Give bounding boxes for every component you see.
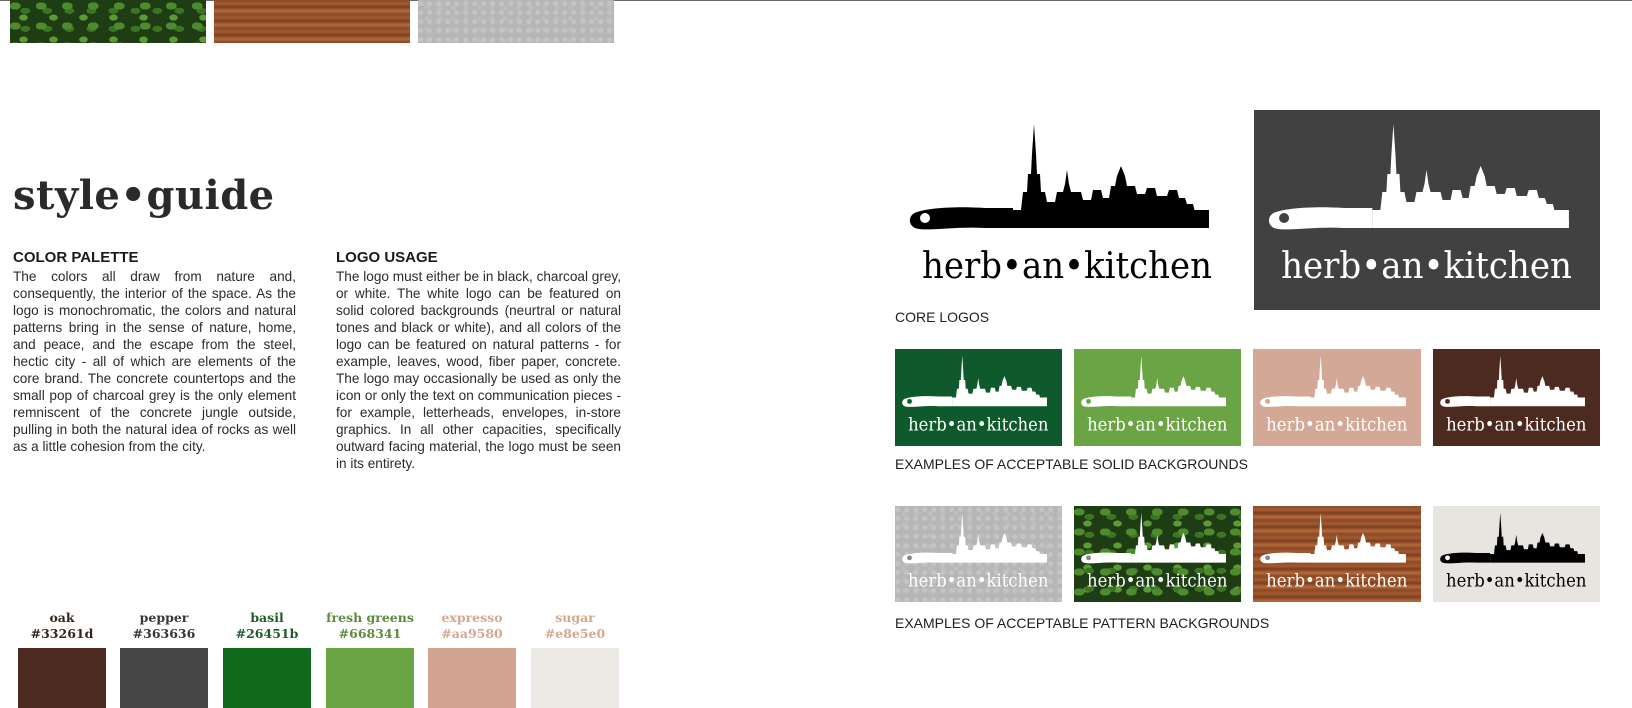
knife-rivet-shape bbox=[1265, 555, 1270, 560]
knife-rivet-shape bbox=[1086, 555, 1091, 560]
knife-rivet-shape bbox=[1265, 399, 1270, 404]
swatch-name: expresso bbox=[441, 610, 503, 625]
leaves-texture-swatch bbox=[10, 0, 206, 43]
knife-rivet-shape bbox=[1086, 399, 1091, 404]
knife-blade-shape bbox=[1131, 554, 1226, 563]
swatch-sugar bbox=[531, 610, 619, 708]
knife-skyline-logo-icon bbox=[895, 349, 1062, 446]
knife-skyline-logo-icon bbox=[1433, 349, 1600, 446]
swatch-name: fresh greens bbox=[326, 610, 414, 625]
knife-skyline-logo-icon bbox=[1253, 349, 1421, 446]
knife-rivet-shape bbox=[907, 399, 912, 404]
skyline-shape bbox=[952, 513, 1047, 561]
knife-skyline-logo-icon bbox=[1074, 506, 1241, 602]
swatch-hex: #363636 bbox=[132, 626, 196, 641]
skyline-shape bbox=[1490, 513, 1585, 561]
knife-blade-shape bbox=[1013, 210, 1209, 228]
skyline-shape bbox=[1131, 356, 1226, 405]
swatch-chip bbox=[18, 648, 106, 708]
swatch-oak bbox=[18, 610, 106, 708]
color-palette-text: The colors all draw from nature and, consequently, the interior of the space. As the logo is monochromatic, the colors and natural patterns bring in the sense of nature, home, and peace, and the escape from the steel, hectic city - all of which are elements of the core brand. The concrete countertops and the small pop of charcoal grey is the only element remniscent of the concrete jungle outside, pulling in both the natural idea of rocks as well as a little cohesion from the city. bbox=[13, 269, 296, 454]
pattern-example-concrete bbox=[895, 506, 1062, 602]
swatch-chip bbox=[531, 648, 619, 708]
logo-wordmark: herb•an•kitchen bbox=[1087, 571, 1228, 592]
core-logo-black bbox=[895, 110, 1240, 310]
pattern-example-leaves bbox=[1074, 506, 1241, 602]
swatch-expresso bbox=[428, 610, 516, 708]
logo-wordmark: herb•an•kitchen bbox=[1446, 415, 1587, 436]
skyline-shape bbox=[1310, 513, 1405, 561]
skyline-shape bbox=[952, 356, 1047, 405]
knife-rivet-shape bbox=[1279, 213, 1289, 223]
logo-wordmark: herb•an•kitchen bbox=[908, 415, 1049, 436]
knife-skyline-logo-icon bbox=[1253, 506, 1421, 602]
swatch-hex: #668341 bbox=[338, 626, 402, 641]
swatch-fresh-greens bbox=[326, 610, 414, 708]
core-logos-caption: CORE LOGOS bbox=[895, 309, 990, 325]
pattern-backgrounds-caption: EXAMPLES OF ACCEPTABLE PATTERN BACKGROUNDS bbox=[895, 615, 1270, 631]
knife-blade-shape bbox=[1490, 398, 1585, 407]
solid-example-basil bbox=[895, 349, 1062, 446]
logo-usage-heading: LOGO USAGE bbox=[336, 249, 438, 266]
logo-wordmark: herb•an•kitchen bbox=[1266, 415, 1408, 436]
color-palette-heading: COLOR PALETTE bbox=[13, 249, 139, 266]
page-title: style•guide bbox=[13, 172, 275, 219]
knife-skyline-logo-icon bbox=[1074, 349, 1241, 446]
swatch-chip bbox=[428, 648, 516, 708]
knife-blade-shape bbox=[1310, 398, 1405, 407]
knife-blade-shape bbox=[952, 554, 1047, 563]
solid-example-expresso bbox=[1253, 349, 1421, 446]
pattern-example-fiber-paper bbox=[1433, 506, 1600, 602]
skyline-shape bbox=[1013, 124, 1209, 225]
swatch-name: oak bbox=[49, 610, 75, 625]
knife-blade-shape bbox=[1490, 554, 1585, 563]
skyline-shape bbox=[1310, 356, 1405, 405]
knife-skyline-logo-icon bbox=[895, 110, 1240, 310]
knife-rivet-shape bbox=[1445, 399, 1450, 404]
swatch-name: pepper bbox=[139, 610, 189, 625]
solid-example-fresh-greens bbox=[1074, 349, 1241, 446]
knife-skyline-logo-icon bbox=[895, 506, 1062, 602]
logo-wordmark: herb•an•kitchen bbox=[1266, 571, 1408, 592]
swatch-pepper bbox=[120, 610, 208, 708]
skyline-shape bbox=[1490, 356, 1585, 405]
swatch-basil bbox=[223, 610, 311, 708]
logo-wordmark: herb•an•kitchen bbox=[922, 246, 1212, 287]
knife-skyline-logo-icon bbox=[1433, 506, 1600, 602]
logo-wordmark: herb•an•kitchen bbox=[1087, 415, 1228, 436]
solid-backgrounds-caption: EXAMPLES OF ACCEPTABLE SOLID BACKGROUNDS bbox=[895, 456, 1248, 472]
logo-wordmark: herb•an•kitchen bbox=[1281, 245, 1572, 287]
swatch-name: basil bbox=[250, 610, 284, 625]
knife-skyline-logo-icon bbox=[1254, 110, 1600, 310]
knife-blade-shape bbox=[952, 398, 1047, 407]
swatch-chip bbox=[120, 648, 208, 708]
logo-wordmark: herb•an•kitchen bbox=[1446, 571, 1587, 592]
wood-texture-swatch bbox=[214, 0, 410, 43]
swatch-hex: #26451b bbox=[235, 626, 299, 641]
skyline-shape bbox=[1131, 513, 1226, 561]
pattern-example-wood bbox=[1253, 506, 1421, 602]
swatch-hex: #e8e5e0 bbox=[544, 626, 606, 641]
swatch-hex: #aa9580 bbox=[441, 626, 503, 641]
knife-rivet-shape bbox=[920, 213, 930, 223]
knife-rivet-shape bbox=[907, 555, 912, 560]
swatch-chip bbox=[326, 648, 414, 708]
core-logo-white bbox=[1254, 110, 1600, 310]
logo-wordmark: herb•an•kitchen bbox=[908, 571, 1049, 592]
knife-blade-shape bbox=[1131, 398, 1226, 407]
logo-usage-text: The logo must either be in black, charcoal grey, or white. The white logo can be featured on solid colored backgrounds (neurtral or natural tones and black or white), and all colors of the logo can be featured on natural patterns - for example, leaves, wood, fiber paper, concrete. The logo may occasionally be used as only the icon or only the text on communication pieces - for example, letterheads, envelopes, in-store graphics. In all other capacities, specifically outward facing material, the logo must be seen in its entirety. bbox=[336, 269, 621, 471]
concrete-texture-swatch bbox=[418, 0, 614, 43]
swatch-chip bbox=[223, 648, 311, 708]
skyline-shape bbox=[1372, 124, 1569, 225]
swatch-hex: #33261d bbox=[30, 626, 94, 641]
solid-example-oak bbox=[1433, 349, 1600, 446]
knife-blade-shape bbox=[1310, 554, 1405, 563]
knife-blade-shape bbox=[1372, 210, 1569, 228]
swatch-name: sugar bbox=[555, 610, 595, 625]
knife-rivet-shape bbox=[1445, 555, 1450, 560]
